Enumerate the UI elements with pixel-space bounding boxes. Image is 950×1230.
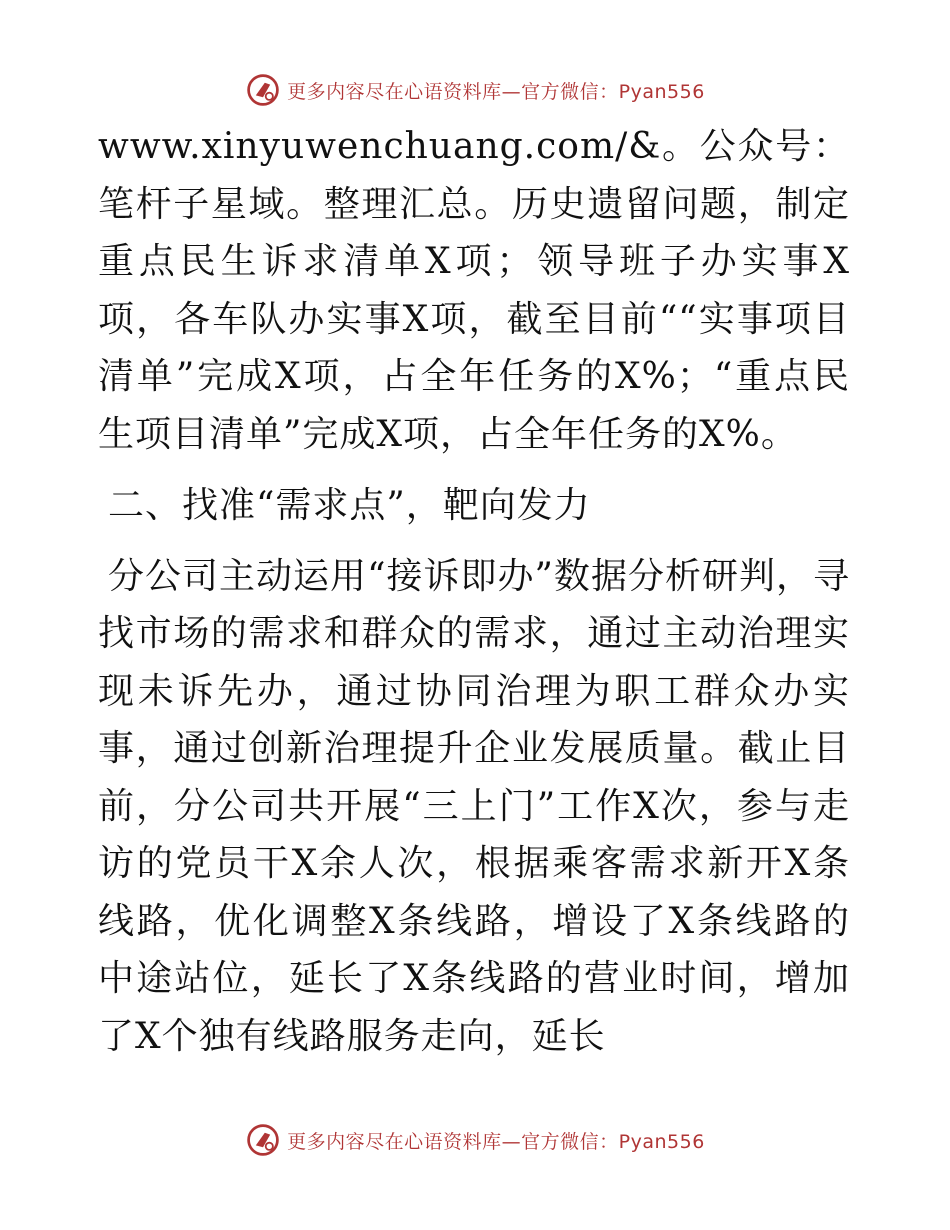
section-heading-2: 二、找准“需求点”，靶向发力 (108, 485, 591, 526)
paragraph-1: www.xinyuwenchuang.com/&。公众号：笔杆子星域。整理汇总。历史遗留问题，制定重点民生诉求清单X项；领导班子办实事X项，各车队办实事X项，截至目前““实事项目清单”完成X项，占全年任务的X%；“重点民生项目清单”完成X项，占全年任务的X%。 (98, 126, 850, 455)
document-body (98, 118, 850, 1065)
seal-logo-icon (245, 72, 281, 108)
paragraph-2: 分公司主动运用“接诉即办”数据分析研判，寻找市场的需求和群众的需求，通过主动治理实现未诉先办，通过协同治理为职工群众办实事，通过创新治理提升企业发展质量。截止目前，分公司共开展“三上门”工作X次，参与走访的党员干X余人次，根据乘客需求新开X条线路，优化调整X条线路，增设了X条线路的中途站位，延长了X条线路的营业时间，增加了X个独有线路服务走向，延长 (98, 555, 850, 1057)
seal-logo-icon (245, 1122, 281, 1158)
watermark-text: 更多内容尽在心语资料库—官方微信：Pyan556 (287, 1130, 705, 1153)
footer-watermark (0, 1120, 950, 1160)
watermark-text: 更多内容尽在心语资料库—官方微信：Pyan556 (287, 80, 705, 103)
header-watermark (0, 70, 950, 110)
